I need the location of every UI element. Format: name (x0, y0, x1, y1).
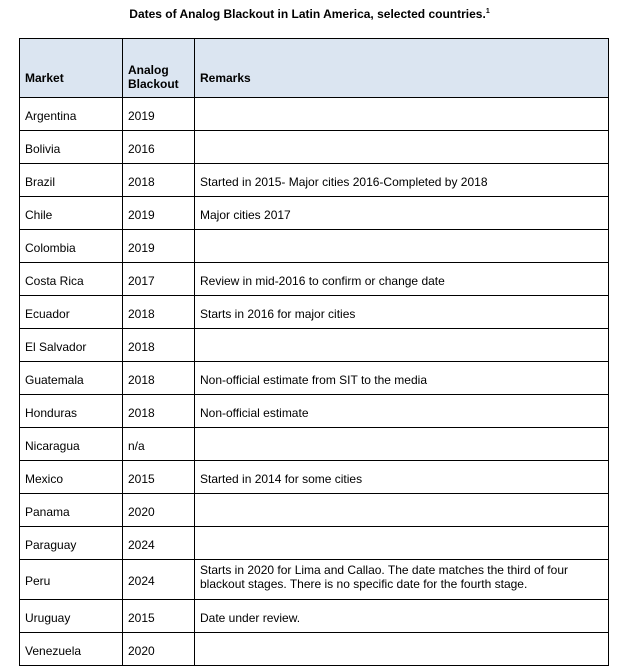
table-row (20, 600, 609, 633)
analog-blackout-cell: 2017 (123, 263, 195, 296)
table-row (20, 395, 609, 428)
table-row (20, 131, 609, 164)
table-row (20, 98, 609, 131)
market-cell: Panama (20, 494, 123, 527)
title-footnote-marker: 1 (485, 8, 490, 15)
analog-blackout-cell: 2015 (123, 461, 195, 494)
analog-blackout-cell: 2019 (123, 230, 195, 263)
analog-blackout-cell: 2018 (123, 329, 195, 362)
table-header (20, 39, 609, 98)
remarks-cell (195, 98, 609, 131)
analog-blackout-cell: 2024 (123, 560, 195, 600)
market-cell: Guatemala (20, 362, 123, 395)
market-cell: Brazil (20, 164, 123, 197)
analog-blackout-cell: 2018 (123, 164, 195, 197)
analog-blackout-cell: 2016 (123, 131, 195, 164)
market-cell: El Salvador (20, 329, 123, 362)
remarks-cell: Started in 2015- Major cities 2016-Completed by 2018 (195, 164, 609, 197)
market-cell: Mexico (20, 461, 123, 494)
remarks-cell: Major cities 2017 (195, 197, 609, 230)
market-cell: Ecuador (20, 296, 123, 329)
table-row (20, 633, 609, 666)
remarks-cell: Review in mid-2016 to confirm or change date (195, 263, 609, 296)
remarks-cell (195, 428, 609, 461)
market-cell: Venezuela (20, 633, 123, 666)
header-row (20, 39, 609, 98)
table-row (20, 428, 609, 461)
remarks-cell: Starts in 2016 for major cities (195, 296, 609, 329)
analog-blackout-cell: 2018 (123, 395, 195, 428)
table-row (20, 560, 609, 600)
analog-blackout-table (19, 38, 609, 666)
remarks-cell (195, 329, 609, 362)
table-row (20, 230, 609, 263)
analog-blackout-cell: 2018 (123, 296, 195, 329)
table-row (20, 296, 609, 329)
header-analog-blackout: Analog Blackout (123, 39, 195, 98)
analog-blackout-cell: 2020 (123, 633, 195, 666)
table-row (20, 263, 609, 296)
remarks-cell: Started in 2014 for some cities (195, 461, 609, 494)
remarks-cell (195, 633, 609, 666)
analog-blackout-cell: 2019 (123, 197, 195, 230)
market-cell: Argentina (20, 98, 123, 131)
table-row (20, 164, 609, 197)
table-row (20, 494, 609, 527)
table-row (20, 329, 609, 362)
remarks-cell (195, 494, 609, 527)
market-cell: Costa Rica (20, 263, 123, 296)
market-cell: Nicaragua (20, 428, 123, 461)
market-cell: Chile (20, 197, 123, 230)
table-row (20, 527, 609, 560)
analog-blackout-cell: 2015 (123, 600, 195, 633)
analog-blackout-cell: 2019 (123, 98, 195, 131)
remarks-cell: Non-official estimate from SIT to the media (195, 362, 609, 395)
analog-blackout-cell: n/a (123, 428, 195, 461)
market-cell: Bolivia (20, 131, 123, 164)
table-title (0, 6, 619, 22)
table-row (20, 362, 609, 395)
remarks-cell: Date under review. (195, 600, 609, 633)
analog-blackout-cell: 2024 (123, 527, 195, 560)
header-remarks: Remarks (195, 39, 609, 98)
header-market: Market (20, 39, 123, 98)
market-cell: Honduras (20, 395, 123, 428)
market-cell: Uruguay (20, 600, 123, 633)
remarks-cell (195, 527, 609, 560)
remarks-cell (195, 131, 609, 164)
table-row (20, 461, 609, 494)
remarks-cell (195, 230, 609, 263)
market-cell: Colombia (20, 230, 123, 263)
remarks-cell: Starts in 2020 for Lima and Callao. The date matches the third of four blackout stages. There is no specific date for the fourth stage. (195, 560, 609, 600)
analog-blackout-cell: 2018 (123, 362, 195, 395)
remarks-cell: Non-official estimate (195, 395, 609, 428)
market-cell: Peru (20, 560, 123, 600)
title-text: Dates of Analog Blackout in Latin America, selected countries. (129, 7, 486, 21)
analog-blackout-cell: 2020 (123, 494, 195, 527)
table-body (20, 98, 609, 666)
table-row (20, 197, 609, 230)
market-cell: Paraguay (20, 527, 123, 560)
